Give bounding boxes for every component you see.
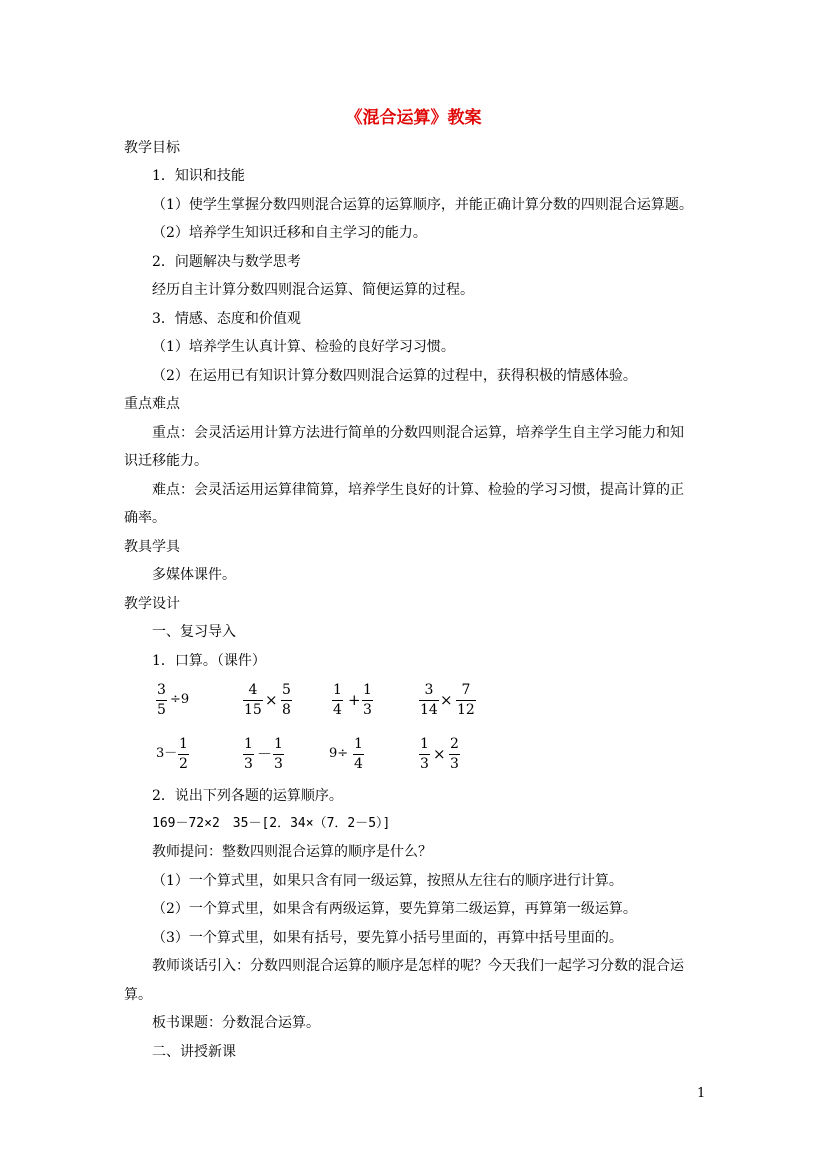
order-expressions: 169－72×2 35－[2．34×（7．2－5）] xyxy=(152,816,391,831)
fraction: 3 14 xyxy=(420,682,438,718)
operator: － xyxy=(257,745,273,763)
key-point-2-cont: 确率。 xyxy=(124,510,166,526)
operator: × xyxy=(433,745,446,763)
document-title: 《混合运算》教案 xyxy=(345,108,482,128)
teacher-question: 教师提问：整数四则混合运算的顺序是什么？ xyxy=(152,844,432,860)
key-point-1-cont: 识迁移能力。 xyxy=(124,453,208,469)
goal-2a: 经历自主计算分数四则混合运算、简便运算的过程。 xyxy=(152,282,474,298)
operator: ÷9 xyxy=(170,692,190,707)
operator: 9÷ xyxy=(329,746,349,761)
rule-2: （2）一个算式里，如果含有两级运算，要先算第二级运算，再算第一级运算。 xyxy=(152,901,637,917)
goal-1b: （2）培养学生知识迁移和自主学习的能力。 xyxy=(152,225,427,241)
heading-goal: 教学目标 xyxy=(124,140,180,156)
teacher-talk: 教师谈话引入：分数四则混合运算的顺序是怎样的呢？今天我们一起学习分数的混合运 xyxy=(152,958,684,974)
fraction: 1 2 xyxy=(179,736,188,772)
fraction: 7 12 xyxy=(457,682,475,718)
fraction: 2 3 xyxy=(450,736,459,772)
fraction: 3 5 xyxy=(157,682,166,718)
rule-3: （3）一个算式里，如果有括号，要先算小括号里面的，再算中括号里面的。 xyxy=(152,930,623,946)
goal-1: 1．知识和技能 xyxy=(152,168,245,184)
operator: 3－ xyxy=(156,746,178,761)
fraction: 1 3 xyxy=(363,682,372,718)
goal-1a: （1）使学生掌握分数四则混合运算的运算顺序，并能正确计算分数的四则混合运算题。 xyxy=(152,197,693,213)
fraction: 1 3 xyxy=(244,736,253,772)
goal-3b: （2）在运用已有知识计算分数四则混合运算的过程中，获得积极的情感体验。 xyxy=(152,368,637,384)
operator: × xyxy=(440,691,453,709)
fraction: 5 8 xyxy=(282,682,291,718)
goal-2: 2．问题解决与数学思考 xyxy=(152,254,301,270)
tools-text: 多媒体课件。 xyxy=(152,567,236,583)
design-2: 二、讲授新课 xyxy=(152,1044,236,1060)
page-number: 1 xyxy=(697,1086,706,1101)
operator: + xyxy=(348,691,361,709)
design-1-2: 2．说出下列各题的运算顺序。 xyxy=(152,788,343,804)
goal-3a: （1）培养学生认真计算、检验的良好学习习惯。 xyxy=(152,339,455,355)
board-title: 板书课题：分数混合运算。 xyxy=(152,1015,320,1031)
design-1-1: 1．口算。（课件） xyxy=(152,653,266,669)
rule-1: （1）一个算式里，如果只含有同一级运算，按照从左往右的顺序进行计算。 xyxy=(152,873,623,889)
key-point-1: 重点：会灵活运用计算方法进行简单的分数四则混合运算，培养学生自主学习能力和知 xyxy=(152,425,684,441)
fraction: 4 15 xyxy=(244,682,262,718)
key-point-2: 难点：会灵活运用运算律简算，培养学生良好的计算、检验的学习习惯，提高计算的正 xyxy=(152,482,684,498)
heading-tools: 教具学具 xyxy=(124,539,180,555)
operator: × xyxy=(265,691,278,709)
fraction: 1 4 xyxy=(354,736,363,772)
teacher-talk-cont: 算。 xyxy=(124,987,152,1003)
design-1: 一、复习导入 xyxy=(152,624,236,640)
fraction: 1 4 xyxy=(333,682,342,718)
heading-design: 教学设计 xyxy=(124,596,180,612)
fraction: 1 3 xyxy=(420,736,429,772)
fraction: 1 3 xyxy=(274,736,283,772)
heading-key: 重点难点 xyxy=(124,396,180,412)
goal-3: 3．情感、态度和价值观 xyxy=(152,311,301,327)
